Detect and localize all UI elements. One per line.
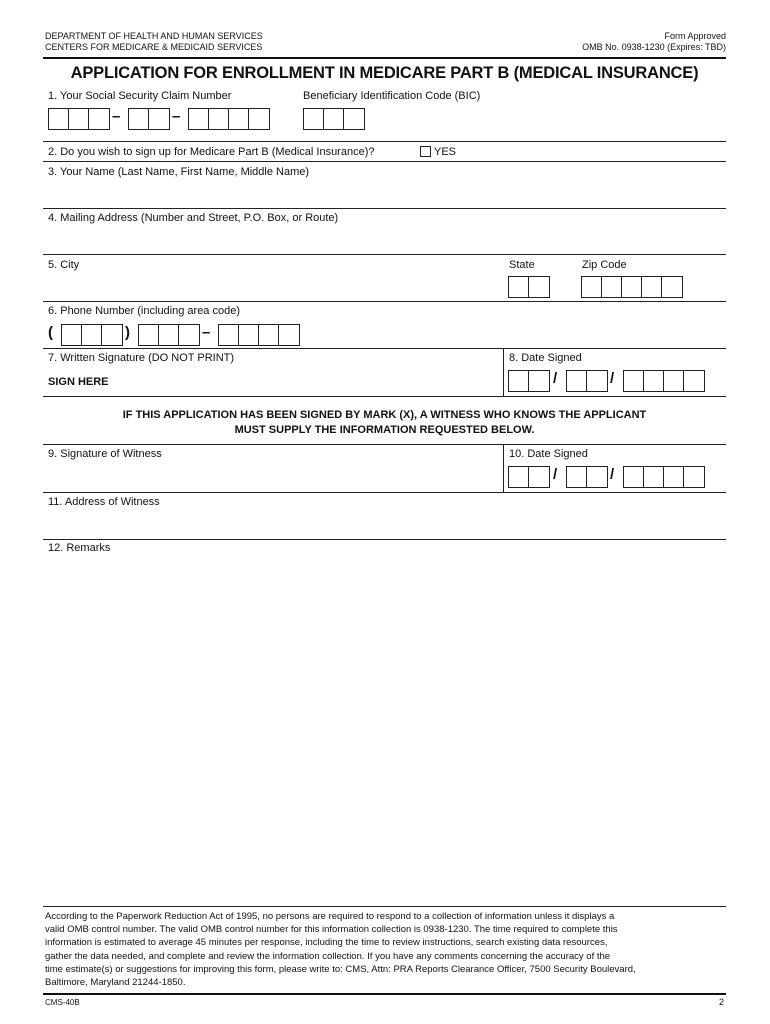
remarks-label: 12. Remarks <box>48 542 111 554</box>
column-divider <box>503 444 504 492</box>
name-label: 3. Your Name (Last Name, First Name, Middle Name) <box>48 166 310 178</box>
witness-date-month[interactable] <box>508 466 550 488</box>
witness-notice-line-1: IF THIS APPLICATION HAS BEEN SIGNED BY MARK (X), A WITNESS WHO KNOWS THE APPLICANT <box>122 409 647 421</box>
state-label: State <box>509 259 535 271</box>
witness-notice <box>43 408 726 438</box>
pra-line: Baltimore, Maryland 21244-1850. <box>45 977 186 989</box>
form-title: APPLICATION FOR ENROLLMENT IN MEDICARE PART B (MEDICAL INSURANCE) <box>70 64 699 82</box>
phone-label: 6. Phone Number (including area code) <box>48 305 241 317</box>
phone-close-paren: ) <box>125 324 130 341</box>
form-number: CMS-40B <box>45 998 80 1007</box>
divider <box>43 539 726 540</box>
pra-line: information is estimated to average 45 minutes per response, including the time to review instructions, search existing data resources, <box>45 937 608 949</box>
page-number: 2 <box>718 997 724 1007</box>
phone-line[interactable] <box>218 324 300 346</box>
bic-boxes[interactable] <box>303 108 365 130</box>
date-month[interactable] <box>508 370 550 392</box>
signup-question: 2. Do you wish to sign up for Medicare Part B (Medical Insurance)? <box>48 146 375 158</box>
pra-line: time estimate(s) or suggestions for improving this form, please write to: CMS, Attn: PRA Reports Clearance Officer, 7500 Security Boulevard, <box>45 963 636 975</box>
divider <box>43 348 726 349</box>
ssn-group-1[interactable] <box>48 108 110 130</box>
witness-date-year[interactable] <box>623 466 705 488</box>
divider <box>43 492 726 493</box>
phone-dash: – <box>202 324 211 341</box>
ssn-group-2[interactable] <box>128 108 170 130</box>
divider <box>43 906 726 907</box>
witness-date-label: 10. Date Signed <box>509 448 588 460</box>
divider <box>43 161 726 162</box>
yes-label: YES <box>434 146 457 158</box>
divider <box>43 254 726 255</box>
phone-prefix[interactable] <box>138 324 200 346</box>
witness-date-slash-1: / <box>553 466 558 483</box>
agency-header <box>45 31 263 53</box>
date-day[interactable] <box>566 370 608 392</box>
date-signed-label: 8. Date Signed <box>509 352 582 364</box>
witness-signature-label: 9. Signature of Witness <box>48 448 162 460</box>
divider <box>43 396 726 397</box>
ssn-dash-1: – <box>112 108 121 125</box>
city-label: 5. City <box>48 259 80 271</box>
phone-open-paren: ( <box>48 324 53 341</box>
bic-label: Beneficiary Identification Code (BIC) <box>303 90 481 102</box>
zip-label: Zip Code <box>582 259 627 271</box>
dept-line-2: CENTERS FOR MEDICARE & MEDICAID SERVICES <box>45 42 263 52</box>
header-rule <box>43 57 726 59</box>
ssn-group-3[interactable] <box>188 108 270 130</box>
divider <box>43 208 726 209</box>
yes-checkbox[interactable] <box>420 146 431 157</box>
divider <box>43 301 726 302</box>
signature-label: 7. Written Signature (DO NOT PRINT) <box>48 352 235 364</box>
date-slash-2: / <box>610 370 615 387</box>
state-boxes[interactable] <box>508 276 550 298</box>
witness-date-day[interactable] <box>566 466 608 488</box>
approval-line-1: Form Approved <box>664 31 726 41</box>
witness-address-label: 11. Address of Witness <box>48 496 160 508</box>
omb-approval <box>582 31 726 53</box>
zip-boxes[interactable] <box>581 276 683 298</box>
column-divider <box>503 348 504 396</box>
phone-area-code[interactable] <box>61 324 123 346</box>
divider <box>43 444 726 445</box>
address-label: 4. Mailing Address (Number and Street, P.O. Box, or Route) <box>48 212 339 224</box>
witness-notice-line-2: MUST SUPPLY THE INFORMATION REQUESTED BELOW. <box>234 424 535 436</box>
pra-line: gather the data needed, and complete and review the information collection. If you have any comments concerning the accuracy of the <box>45 950 611 962</box>
dept-line-1: DEPARTMENT OF HEALTH AND HUMAN SERVICES <box>45 31 263 41</box>
date-slash-1: / <box>553 370 558 387</box>
pra-line: According to the Paperwork Reduction Act of 1995, no persons are required to respond to a collection of information unless it displays a <box>45 911 615 922</box>
ssn-dash-2: – <box>172 108 181 125</box>
witness-date-slash-2: / <box>610 466 615 483</box>
footer-rule <box>43 993 726 995</box>
pra-statement <box>45 910 725 989</box>
pra-line: valid OMB control number. The valid OMB control number for this information collection is 0938-1230. The time required to complete this <box>45 924 618 936</box>
sign-here-label: SIGN HERE <box>48 376 109 388</box>
date-year[interactable] <box>623 370 705 392</box>
approval-line-2: OMB No. 0938-1230 (Expires: TBD) <box>582 42 726 52</box>
ssn-label: 1. Your Social Security Claim Number <box>48 90 232 102</box>
divider <box>43 141 726 142</box>
